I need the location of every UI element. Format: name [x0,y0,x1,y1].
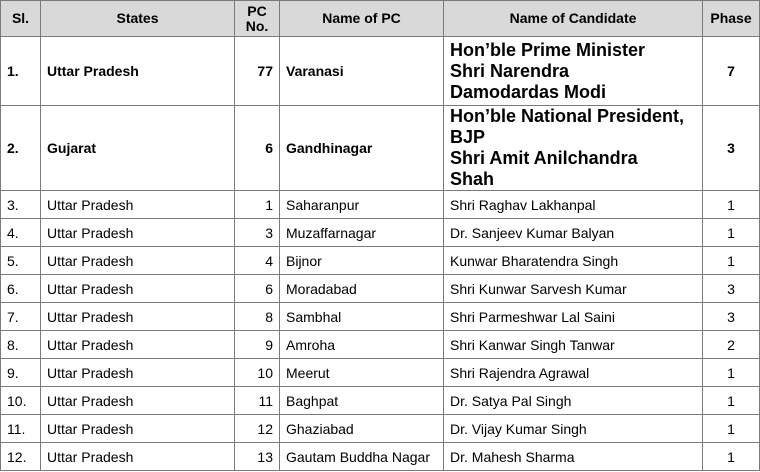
table-body [1,37,760,471]
cell-phase: 3 [703,106,760,191]
table-row [1,443,760,471]
cell-phase: 2 [703,331,760,359]
cell-pc-no: 9 [235,331,280,359]
cell-state: Uttar Pradesh [41,219,235,247]
cell-state: Uttar Pradesh [41,387,235,415]
table-row [1,331,760,359]
table-row [1,191,760,219]
cell-pc-no: 1 [235,191,280,219]
header-states: States [41,1,235,37]
candidate-line: Hon’ble Prime Minister [450,39,646,60]
header-name-of-pc: Name of PC [280,1,444,37]
cell-state: Uttar Pradesh [41,191,235,219]
cell-candidate: Dr. Mahesh Sharma [444,443,703,471]
cell-sl: 7. [1,303,41,331]
cell-candidate: Dr. Sanjeev Kumar Balyan [444,219,703,247]
table-header [1,1,760,37]
table-row [1,387,760,415]
table-row [1,303,760,331]
table-row [1,359,760,387]
cell-sl: 8. [1,331,41,359]
cell-sl: 3. [1,191,41,219]
cell-pc-no: 8 [235,303,280,331]
cell-pc-name: Varanasi [280,37,444,106]
cell-phase: 1 [703,191,760,219]
cell-sl: 1. [1,37,41,106]
cell-phase: 1 [703,359,760,387]
cell-phase: 1 [703,443,760,471]
cell-candidate [444,106,703,191]
cell-pc-name: Ghaziabad [280,415,444,443]
cell-pc-name: Sambhal [280,303,444,331]
cell-pc-no: 3 [235,219,280,247]
cell-state: Uttar Pradesh [41,37,235,106]
cell-state: Gujarat [41,106,235,191]
cell-phase: 3 [703,303,760,331]
cell-state: Uttar Pradesh [41,247,235,275]
candidate-line: Hon’ble National President, [450,106,685,126]
candidate-line: Shri Narendra [450,60,570,81]
cell-phase: 1 [703,415,760,443]
cell-pc-no: 6 [235,275,280,303]
candidate-line: Damodardas Modi [450,81,607,102]
header-pc-no [235,1,280,37]
cell-sl: 9. [1,359,41,387]
cell-pc-no: 13 [235,443,280,471]
cell-state: Uttar Pradesh [41,415,235,443]
header-name-of-candidate: Name of Candidate [444,1,703,37]
cell-state: Uttar Pradesh [41,331,235,359]
table-row [1,219,760,247]
header-pc-no-line1: PC [247,2,267,19]
cell-sl: 10. [1,387,41,415]
cell-pc-no: 10 [235,359,280,387]
cell-state: Uttar Pradesh [41,359,235,387]
cell-sl: 4. [1,219,41,247]
cell-pc-name: Gandhinagar [280,106,444,191]
header-row [1,1,760,37]
cell-pc-no: 6 [235,106,280,191]
cell-state: Uttar Pradesh [41,303,235,331]
header-sl: Sl. [1,1,41,37]
cell-candidate: Dr. Satya Pal Singh [444,387,703,415]
table-row [1,37,760,106]
cell-pc-no: 77 [235,37,280,106]
cell-phase: 1 [703,247,760,275]
cell-phase: 1 [703,219,760,247]
cell-sl: 2. [1,106,41,191]
cell-pc-name: Meerut [280,359,444,387]
cell-candidate: Kunwar Bharatendra Singh [444,247,703,275]
cell-phase: 3 [703,275,760,303]
cell-sl: 6. [1,275,41,303]
cell-pc-no: 11 [235,387,280,415]
cell-pc-name: Saharanpur [280,191,444,219]
cell-pc-name: Amroha [280,331,444,359]
cell-sl: 12. [1,443,41,471]
cell-candidate: Shri Raghav Lakhanpal [444,191,703,219]
cell-state: Uttar Pradesh [41,275,235,303]
cell-pc-no: 12 [235,415,280,443]
cell-candidate: Dr. Vijay Kumar Singh [444,415,703,443]
cell-sl: 5. [1,247,41,275]
table-row [1,106,760,191]
candidate-line: Shah [450,169,495,189]
cell-pc-name: Bijnor [280,247,444,275]
cell-candidate: Shri Kunwar Sarvesh Kumar [444,275,703,303]
header-pc-no-line2: No. [245,17,269,34]
cell-pc-name: Moradabad [280,275,444,303]
candidate-line: BJP [450,127,486,147]
cell-candidate: Shri Rajendra Agrawal [444,359,703,387]
table-row [1,247,760,275]
cell-pc-no: 4 [235,247,280,275]
cell-sl: 11. [1,415,41,443]
cell-pc-name: Baghpat [280,387,444,415]
cell-candidate: Shri Parmeshwar Lal Saini [444,303,703,331]
candidate-line: Shri Amit Anilchandra [450,148,638,168]
cell-phase: 7 [703,37,760,106]
cell-pc-name: Muzaffarnagar [280,219,444,247]
header-phase: Phase [703,1,760,37]
table-row [1,275,760,303]
cell-candidate: Shri Kanwar Singh Tanwar [444,331,703,359]
table-row [1,415,760,443]
cell-candidate [444,37,703,106]
cell-state: Uttar Pradesh [41,443,235,471]
cell-pc-name: Gautam Buddha Nagar [280,443,444,471]
cell-phase: 1 [703,387,760,415]
